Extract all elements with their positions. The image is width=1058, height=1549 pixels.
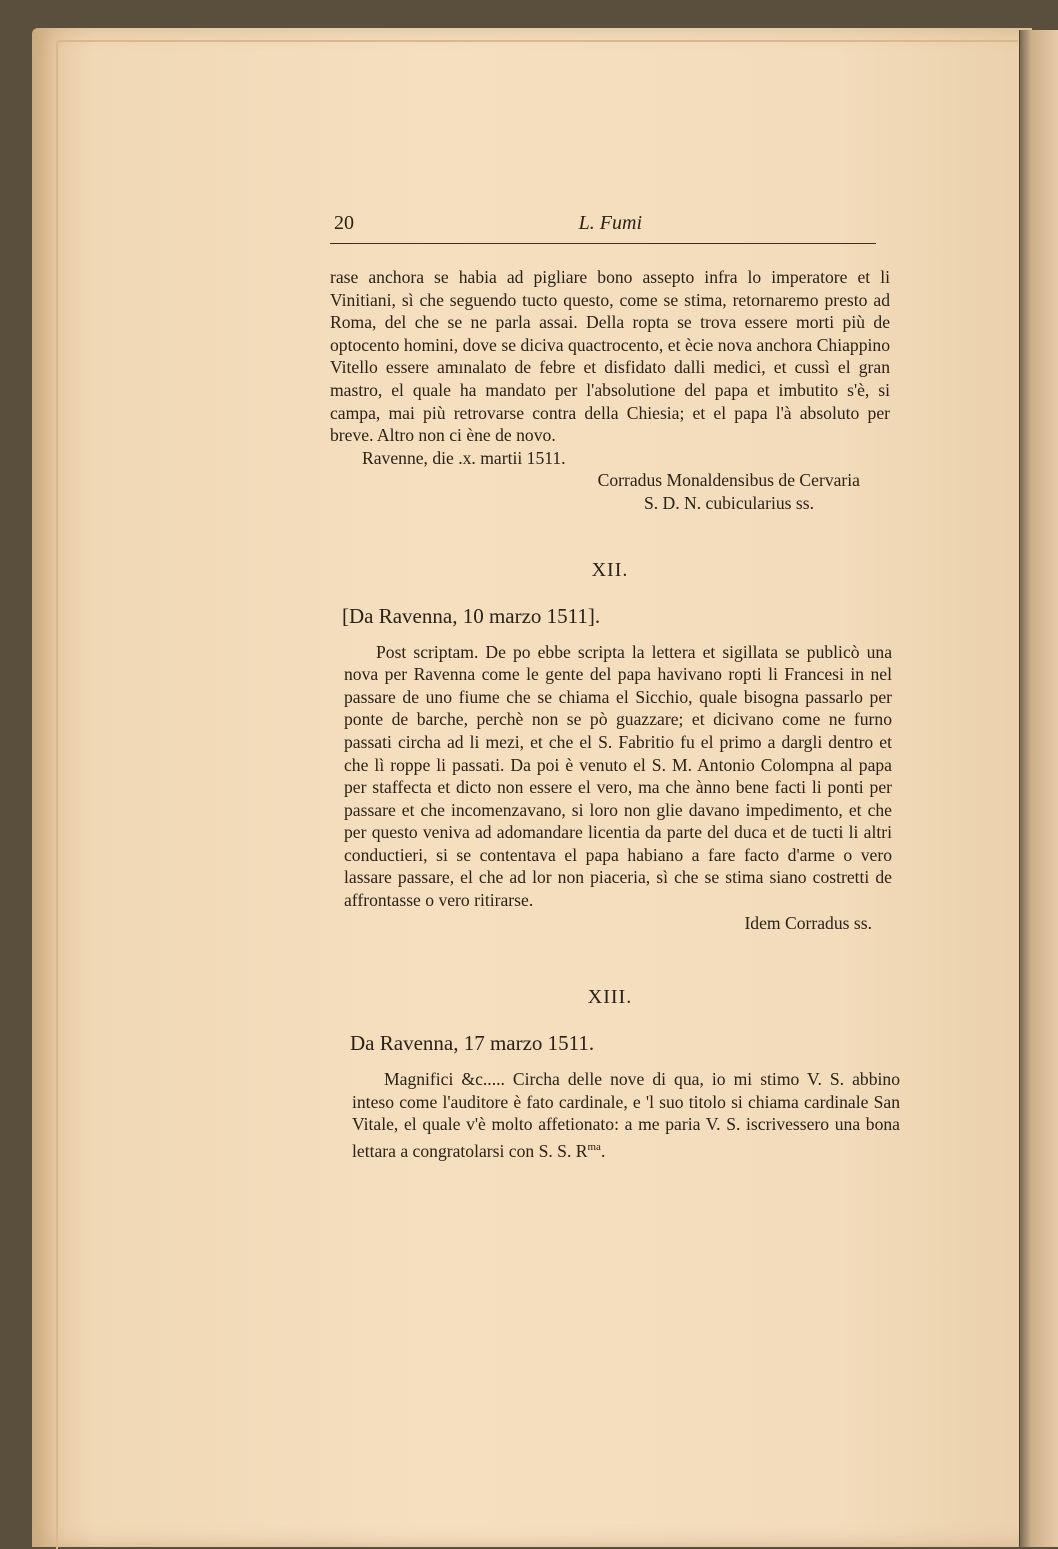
section-12-paragraph: Post scriptam. De po ebbe scripta la lettera et sigillata se publicò una nova per Ravenna come le gente del papa havivano ropti li Francesi in nel passare de uno fiume che se chiama el Sicchio, quale bisogna passarlo per ponte de barche, perchè non se pò guazzare; et dicivano come ne furno passati circha ad li mezi, et che el S. Fabritio fu el primo a dargli dentro et che lì roppe li passati. Da poi è venuto el S. M. Antonio Colompna al papa per staffecta et dicto non essere el vero, ma che ànno bene facti li ponti per passare et che incomenzavano, si loro non glie davano impedimento, et che per questo veniva ad adomandare licentia da parte del duca et de tucti li altri conductieri, si se contentava el papa habiano a fare facto d'arme o vero lassare passare, el che ad lor non piaceria, sì che se stima siano costretti de affrontasse o vero ritirarse.: [344, 641, 892, 911]
running-title: L. Fumi: [578, 212, 642, 234]
section-13-numeral: XIII.: [587, 986, 633, 1009]
page-content: [330, 212, 900, 1162]
section-12-heading: [Da Ravenna, 10 marzo 1511].: [342, 603, 601, 628]
section-13-superscript: ma: [587, 1141, 601, 1154]
letter-11-paragraph: rase anchora se habia ad pigliare bono assepto infra lo imperatore et li Vinitiani, sì che seguendo tucto questo, come se stima, retornaremo presto ad Roma, del che se ne parla assai. Della ropta se trova essere morti più de optocento homini, dove se diciva quactrocento, et ècie nova anchora Chiappino Vitello essere amınalato de febre et disfidato dalli medici, et cussì el gran mastro, el quale ha mandato per l'absolutione del papa et imbutito s'è, si campa, mai più retrovarse contra della Chiesia; et el papa l'à absoluto per breve. Altro non ci ène de novo.: [330, 267, 890, 446]
section-12-signature: Idem Corradus ss.: [744, 912, 872, 933]
section-13-text: Magnifici &c..... Circha delle nove di qua, io mi stimo V. S. abbino inteso come l'auditore è fato cardinale, e 'l suo titolo si chiama cardinale San Vitale, el quale v'è molto affetionato: a me paria V. S. iscrivessero una bona lettara a congratolarsi con S. S. R: [352, 1069, 900, 1161]
letter-11-signature-name: Corradus Monaldensibus de Cervaria: [597, 470, 860, 491]
page-number: 20: [334, 212, 354, 234]
section-13-paragraph: [352, 1068, 900, 1162]
section-13-body: [352, 1068, 900, 1162]
running-header: [330, 212, 876, 244]
facing-page-edge: [1019, 30, 1058, 1547]
letter-11-signature-title: S. D. N. cubicularius ss.: [643, 492, 814, 513]
section-12-body: [344, 641, 892, 935]
letter-11: [330, 266, 890, 515]
section-12-numeral: XII.: [591, 558, 629, 581]
letter-11-date: Ravenne, die .x. martii 1511.: [362, 447, 566, 468]
section-13-heading: Da Ravenna, 17 marzo 1511.: [350, 1031, 595, 1056]
section-13-trailing: .: [600, 1140, 606, 1161]
